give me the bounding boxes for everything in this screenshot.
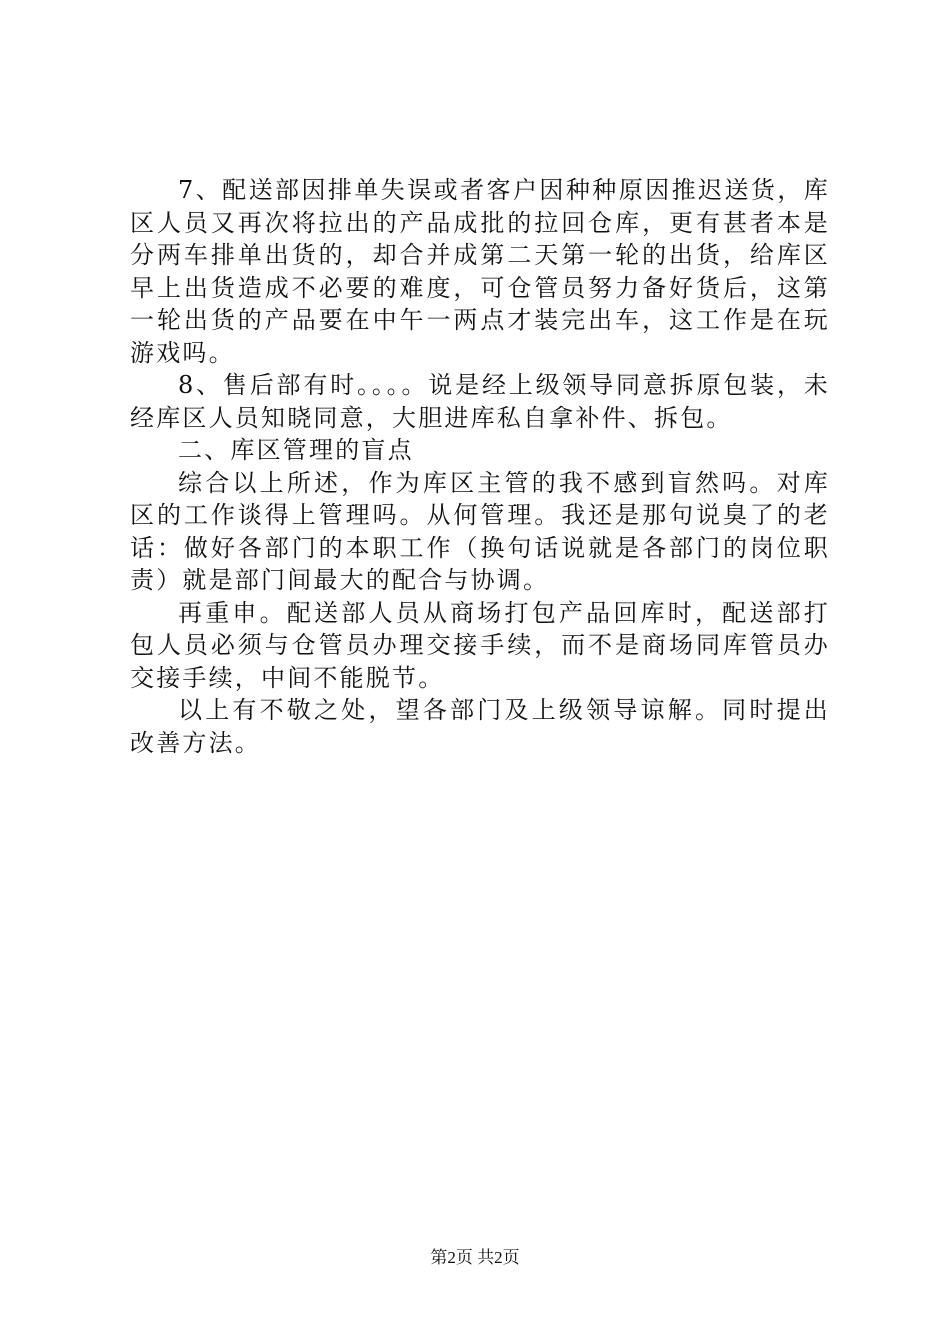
paragraph-item-7: 7、配送部因排单失误或者客户因种种原因推迟送货，库区人员又再次将拉出的产品成批的拉回仓库，更有甚者本是分两车排单出货的，却合并成第二天第一轮的出货，给库区早上出货造成不必要的难度，可仓管员努力备好货后，这第一轮出货的产品要在中午一两点才装完出车，这工作是在玩游戏吗。 [130, 176, 830, 367]
document-body [130, 174, 830, 759]
paragraph-reiteration: 再重申。配送部人员从商场打包产品回库时，配送部打包人员必须与仓管员办理交接手续，而不是商场同库管员办交接手续，中间不能脱节。 [130, 598, 830, 692]
section-heading: 二、库区管理的盲点 [178, 436, 414, 464]
paragraph-summary: 综合以上所述，作为库区主管的我不感到盲然吗。对库区的工作谈得上管理吗。从何管理。我还是那句说臭了的老话：做好各部门的本职工作（换句话说就是各部门的岗位职责）就是部门间最大的配合与协调。 [130, 468, 830, 594]
page-number-footer: 第2页 共2页 [430, 1248, 520, 1267]
paragraph-item-8: 8、售后部有时。。。。说是经上级领导同意拆原包装，未经库区人员知晓同意，大胆进库私自拿补件、拆包。 [130, 371, 830, 432]
paragraph-closing: 以上有不敬之处，望各部门及上级领导谅解。同时提出改善方法。 [130, 696, 830, 757]
